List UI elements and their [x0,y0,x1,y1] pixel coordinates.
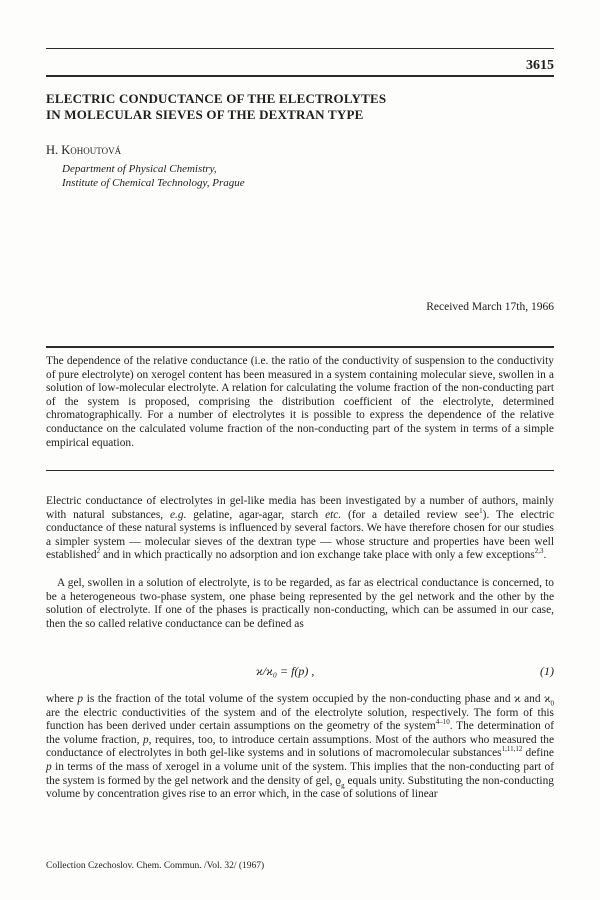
affiliation-line-1: Department of Physical Chemistry, [62,163,217,175]
author: H. Kohoutová [46,143,122,157]
citation-ref: 4–10 [435,718,450,727]
title-line-2: IN MOLECULAR SIEVES OF THE DEXTRAN TYPE [46,107,364,122]
body-paragraph-1: Electric conductance of electrolytes in gel-like media has been investigated by a number of authors, mainly with natural substances, e.g. gelatine, agar-agar, starch etc. (for a detailed review see$^1$). The electric conductance of these natural systems is influenced by several factors. We have therefore chosen for our studies a simpler system — molecular sieves of the dextran type — whose structure and properties have been well established$^2$ and in which practically no adsorption and ion exchange take place with only a few exceptions$^{2,3}$. [46,495,554,562]
affiliation [62,162,245,190]
top-rule-thin [46,48,554,49]
top-rule-thick [46,75,554,77]
citation-ref: 1,11,12 [501,745,523,754]
affiliation-line-2: Institute of Chemical Technology, Prague [62,177,245,189]
body-paragraph-2: A gel, swollen in a solution of electrolyte, is to be regarded, as far as electrical conductance is concerned, to be a heterogeneous two-phase system, one phase being represented by the gel network and the other by the solution of electrolyte. If one of the phases is practically non-conducting, which can be assumed in our case, then the so called relative conductance can be defined as [46,577,554,630]
abstract-top-rule [46,346,554,348]
equation-formula: ϰ/ϰ₀ = f(p) , [256,664,315,678]
journal-footer: Collection Czechoslov. Chem. Commun. /Vol. 32/ (1967) [46,861,265,871]
article-title [46,91,386,123]
abstract-bottom-rule [46,470,554,471]
received-date: Received March 17th, 1966 [426,301,554,313]
abstract: The dependence of the relative conductance (i.e. the ratio of the conductivity of suspension to the conductivity of pure electrolyte) on xerogel content has been measured in a system containing molecular sieve, swollen in a solution of low-molecular electrolyte. A relation for calculating the volume fraction of the non-conducting part of the system is proposed, comprising the distribution coefficient of the electrolyte, determined chromatographically. For a number of electrolytes it is possible to express the dependence of the relative conductance on the calculated volume fraction of the non-conducting part of the system in terms of a simple empirical equation. [46,355,554,449]
citation-ref: 1 [479,506,483,515]
title-line-1: ELECTRIC CONDUCTANCE OF THE ELECTROLYTES [46,91,387,106]
citation-ref: 2 [96,547,101,556]
citation-ref: 2,3 [534,547,544,556]
equation-1 [46,664,554,680]
body-paragraph-3: where p is the fraction of the total volume of the system occupied by the non-conducting phase and ϰ and $ϰ_0$ are the electric conductivities of the system and of the electrolyte solution, respectively. The form of this function has been derived under certain assumptions on the geometry of the system$^{4-10}$. The determination of the volume fraction, p, requires, too, to introduce certain assumptions. Most of the authors who measured the conductance of electrolytes in both gel-like systems and in solutions of macromolecular substances$^{1,11,12}$ define p in terms of the mass of xerogel in a volume unit of the system. This implies that the non-conducting part of the system is formed by the gel network and the density of gel, $ϱ_g$ equals unity. Substituting the non-conducting volume by concentration gives rise to an error which, in the case of solutions of linear [46,693,555,801]
page-number: 3615 [526,58,554,73]
equation-number: (1) [540,664,554,678]
